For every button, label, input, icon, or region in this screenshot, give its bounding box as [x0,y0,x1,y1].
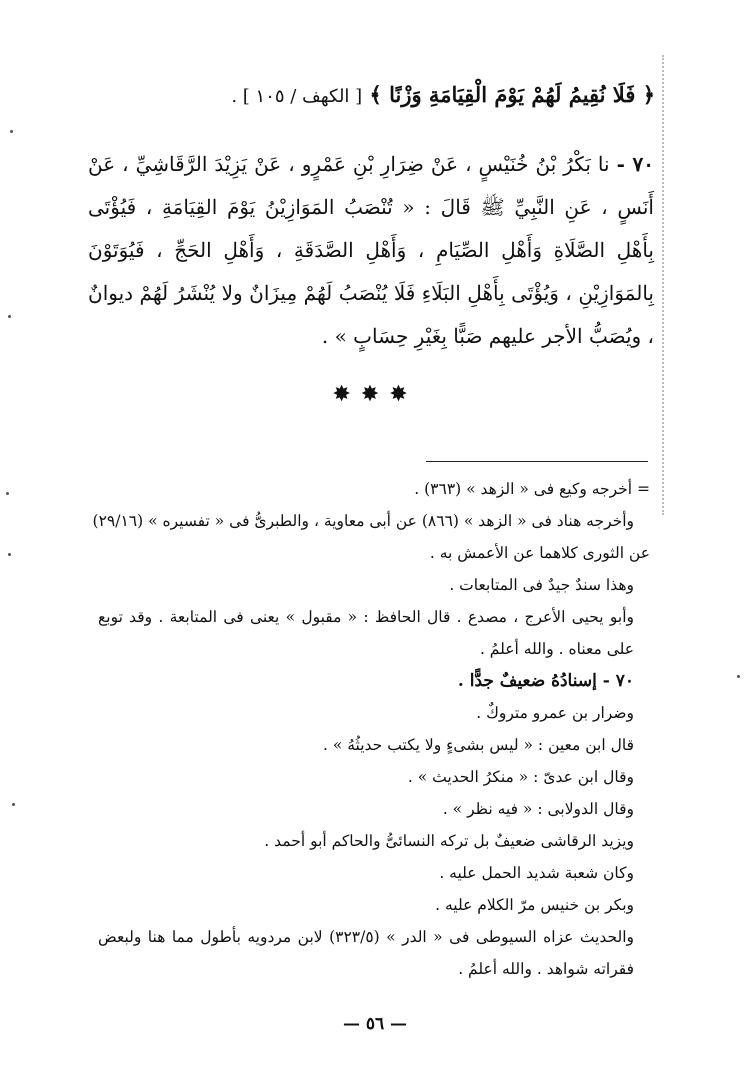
margin-speck [8,553,11,556]
margin-speck [737,675,740,678]
hadith-number: ٧٠ - [616,152,655,176]
footnote-line: وهذا سندٌ جيدٌ فى المتابعات . [449,576,634,594]
footnotes [92,473,650,985]
footnote-line: عن الثورى كلاهما عن الأعمش به . [429,544,650,562]
footnote-line: وبكر بن خنيس مرّ الكلام عليه . [435,896,634,914]
page-number: — ٥٦ — [342,1014,408,1034]
margin-speck [12,803,15,806]
footnote-line: قال ابن معين : « ليس بشىءٍ ولا يكتب حديثُهُ » . [322,736,634,754]
section-separator: ✸✸✸ [332,382,418,407]
quran-verse [95,80,655,109]
footnote-line: وضرار بن عمرو متروكٌ . [476,704,634,722]
hadith-paragraph [88,143,654,358]
verse-text: ﴿ فَلَا نُقِيمُ لَهُمْ يَوْمَ الْقِيَامَةِ وَزْنًا ﴾ [369,82,655,107]
footnote-divider [426,461,648,462]
footnote-line: وأبو يحيى الأعرج ، مصدع . قال الحافظ : « مقبول » يعنى فى المتابعة . وقد توبع على معناه . والله أعلمُ . [98,608,634,658]
margin-speck [10,130,13,133]
hadith-text: نا بَكْرُ بْنُ خُنَيْسٍ ، عَنْ ضِرَارِ بْنِ عَمْرٍو ، عَنْ يَزِيْدَ الرَّقَاشِيِّ ، عَنْ أَنَسٍ ، عَنِ النَّبِيِّ ﷺ قَالَ : « تُنْصَبُ المَوَازِيْنُ يَوْمَ القِيَامَةِ ، فَيُؤْتَى بِأَهْلِ الصَّلَاةِ وَأَهْلِ الصِّيَامِ ، وَأَهْلِ الصَّدَقَةِ ، وَأَهْلِ الحَجِّ ، فَيُوَتَوْنَ بِالمَوَازِيْنِ ، وَيُؤْتَى بِأَهْلِ البَلَاءِ فَلَا يُنْصَبُ لَهُمْ مِيزَانٌ ولا يُنْشَرُ لَهُمْ ديوانٌ ، ويُصَبُّ الأجر عليهم صَبًّا بِغَيْرِ حِسَابٍ » . [88,152,654,348]
margin-dots [662,55,666,515]
footnote-heading: ٧٠ - إسنادُهُ ضعيفٌ جدًّا . [457,671,634,691]
footnote-line: ويزيد الرقاشى ضعيفٌ بل تركه النسائىُّ والحاكم أبو أحمد . [264,832,634,850]
margin-speck [8,315,11,318]
footnote-line: والحديث عزاه السيوطى فى « الدر » (٣٢٣/٥) لابن مردويه بأطول مما هنا ولبعض فقراته شواهد . والله أعلمُ . [98,928,635,978]
footnote-line: = أخرجه وكيع فى « الزهد » (٣٦٣) . [414,480,650,498]
footnote-line: وقال ابن عدىّ : « منكرُ الحديث » . [407,768,634,786]
footnote-line: وكان شعبة شديد الحمل عليه . [439,864,634,882]
verse-reference: [ الكهف / ١٠٥ ] . [231,86,363,107]
margin-speck [6,492,9,495]
footnote-line: وقال الدولابى : « فيه نظر » . [442,800,634,818]
footnote-line: وأخرجه هناد فى « الزهد » (٨٦٦) عن أبى معاوية ، والطبرىُّ فى « تفسيره » (٢٩/١٦) [92,512,634,530]
